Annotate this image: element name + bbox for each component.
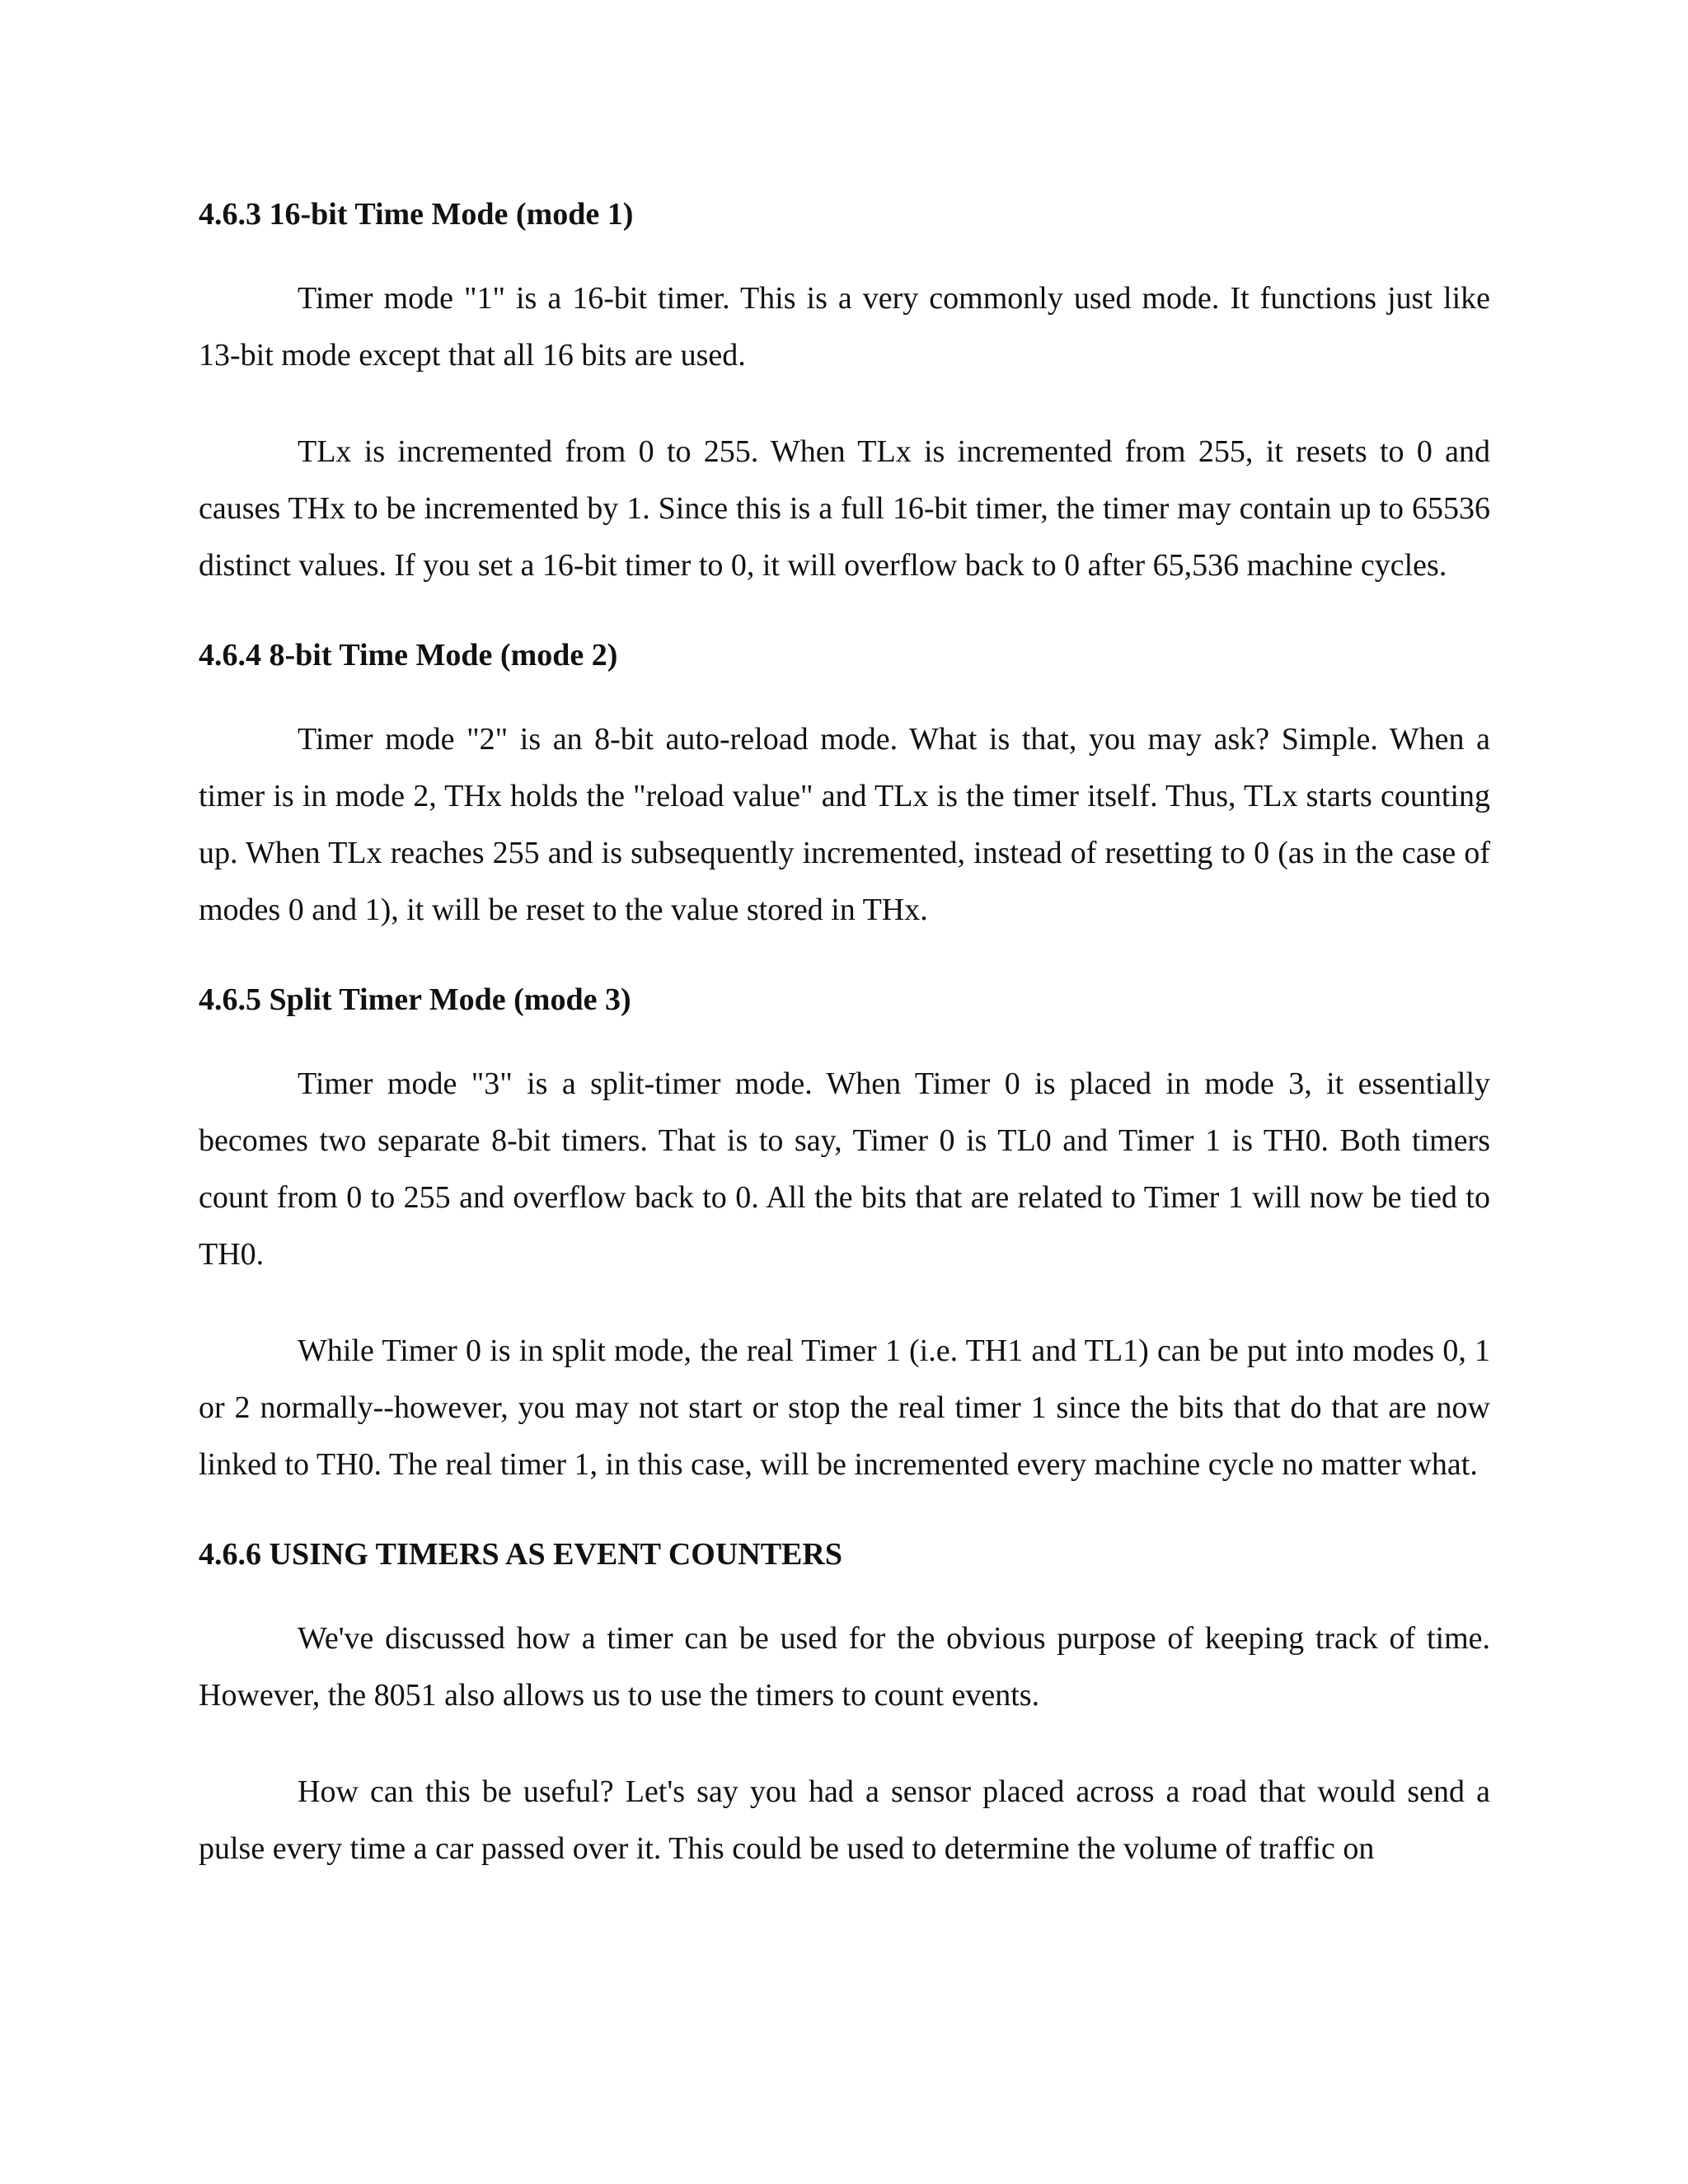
paragraph: How can this be useful? Let's say you had a sensor placed across a road that would send a pulse every time a car passed over it. This could be used to determine the volume of traffic on (199, 1774, 1490, 1866)
paragraph: TLx is incremented from 0 to 255. When TLx is incremented from 255, it resets to 0 and causes THx to be incremented by 1. Since this is a full 16-bit timer, the timer may contain up to 65536 distinct values. If you set a 16-bit timer to 0, it will overflow back to 0 after 65,536 machine cycles. (199, 434, 1490, 583)
section-heading-4-6-6: 4.6.6 USING TIMERS AS EVENT COUNTERS (199, 1537, 842, 1572)
paragraph: Timer mode "2" is an 8-bit auto-reload mode. What is that, you may ask? Simple. When a timer is in mode 2, THx holds the "reload value" and TLx is the timer itself. Thus, TLx starts counting up. When TLx reaches 255 and is subsequently incremented, instead of resetting to 0 (as in the case of modes 0 and 1), it will be reset to the value stored in THx. (199, 722, 1490, 927)
paragraph: We've discussed how a timer can be used for the obvious purpose of keeping track of time. However, the 8051 also allows us to use the timers to count events. (199, 1621, 1490, 1713)
paragraph: While Timer 0 is in split mode, the real Timer 1 (i.e. TH1 and TL1) can be put into modes 0, 1 or 2 normally--however, you may not start or stop the real timer 1 since the bits that do that are now linked to TH0. The real timer 1, in this case, will be incremented every machine cycle no matter what. (199, 1333, 1490, 1482)
paragraph: Timer mode "1" is a 16-bit timer. This is a very commonly used mode. It functions just like 13-bit mode except that all 16 bits are used. (199, 281, 1490, 373)
section-heading-4-6-5: 4.6.5 Split Timer Mode (mode 3) (199, 982, 631, 1017)
section-heading-4-6-4: 4.6.4 8-bit Time Mode (mode 2) (199, 638, 618, 673)
section-heading-4-6-3: 4.6.3 16-bit Time Mode (mode 1) (199, 197, 634, 232)
document-page (199, 194, 1490, 1877)
paragraph: Timer mode "3" is a split-timer mode. When Timer 0 is placed in mode 3, it essentially becomes two separate 8-bit timers. That is to say, Timer 0 is TL0 and Timer 1 is TH0. Both timers count from 0 to 255 and overflow back to 0. All the bits that are related to Timer 1 will now be tied to TH0. (199, 1066, 1490, 1272)
